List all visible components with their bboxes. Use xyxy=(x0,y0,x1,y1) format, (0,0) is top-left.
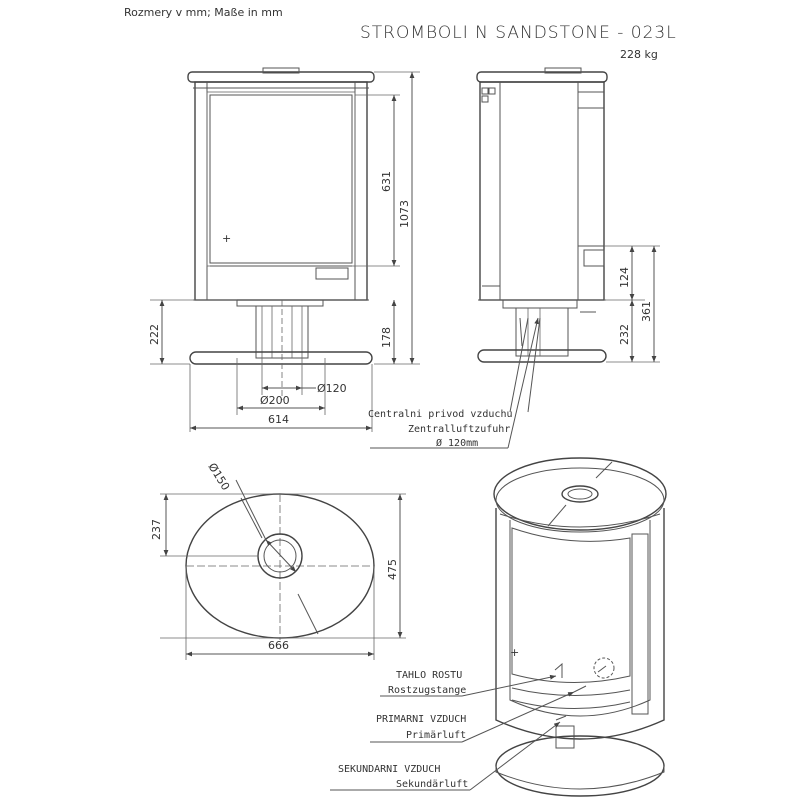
dim-pipe-200: Ø200 xyxy=(260,394,290,407)
air-supply-line1: Centralni privod vzduchu xyxy=(368,409,513,420)
ash-drawer xyxy=(316,268,348,279)
top-view xyxy=(186,461,374,640)
front-door xyxy=(210,95,352,263)
iso-door xyxy=(512,528,630,683)
callout-secondary-air-primary: SEKUNDARNI VZDUCH xyxy=(338,764,441,775)
iso-base-plate xyxy=(496,736,664,796)
front-dimensions xyxy=(148,72,420,432)
side-top-slab xyxy=(477,72,607,82)
dim-232: 232 xyxy=(618,324,631,345)
dim-666: 666 xyxy=(268,639,289,652)
iso-handle-mark: + xyxy=(510,646,520,659)
dim-flue-150: Ø150 xyxy=(205,460,233,493)
callout-grate-rod-secondary: Rostzugstange xyxy=(388,685,467,696)
callouts xyxy=(330,670,574,790)
dim-631: 631 xyxy=(380,171,393,192)
weight-label: 228 kg xyxy=(620,48,658,61)
front-body xyxy=(195,82,367,300)
dim-361: 361 xyxy=(640,301,653,322)
side-view xyxy=(477,68,607,362)
dim-124: 124 xyxy=(618,267,631,288)
door-handle-mark: + xyxy=(222,232,232,245)
dim-178: 178 xyxy=(380,327,393,348)
dim-237: 237 xyxy=(150,519,163,540)
side-pedestal xyxy=(516,308,568,356)
callout-primary-air-secondary: Primärluft xyxy=(406,730,467,741)
callout-primary-air-primary: PRIMARNI VZDUCH xyxy=(376,714,467,725)
iso-flue xyxy=(562,486,598,502)
units-note: Rozmery v mm; Maße in mm xyxy=(124,6,283,19)
isometric-view xyxy=(494,458,666,796)
callout-secondary-air-secondary: Sekundärluft xyxy=(396,779,469,790)
drawing-title: STROMBOLI N SANDSTONE - 023L xyxy=(360,23,677,43)
air-supply-line2: Zentralluftzufuhr xyxy=(408,424,511,435)
air-supply-line3: Ø 120mm xyxy=(436,438,479,449)
dim-475: 475 xyxy=(386,559,399,580)
dim-pipe-120: Ø120 xyxy=(317,382,347,395)
callout-grate-rod-primary: TAHLO ROSTU xyxy=(396,670,463,681)
front-view xyxy=(188,68,374,400)
dim-222: 222 xyxy=(148,324,161,345)
side-dimensions xyxy=(604,246,660,362)
top-dimensions xyxy=(150,494,406,660)
side-body xyxy=(480,82,604,300)
dim-1073: 1073 xyxy=(398,200,411,228)
dim-614: 614 xyxy=(268,413,289,426)
